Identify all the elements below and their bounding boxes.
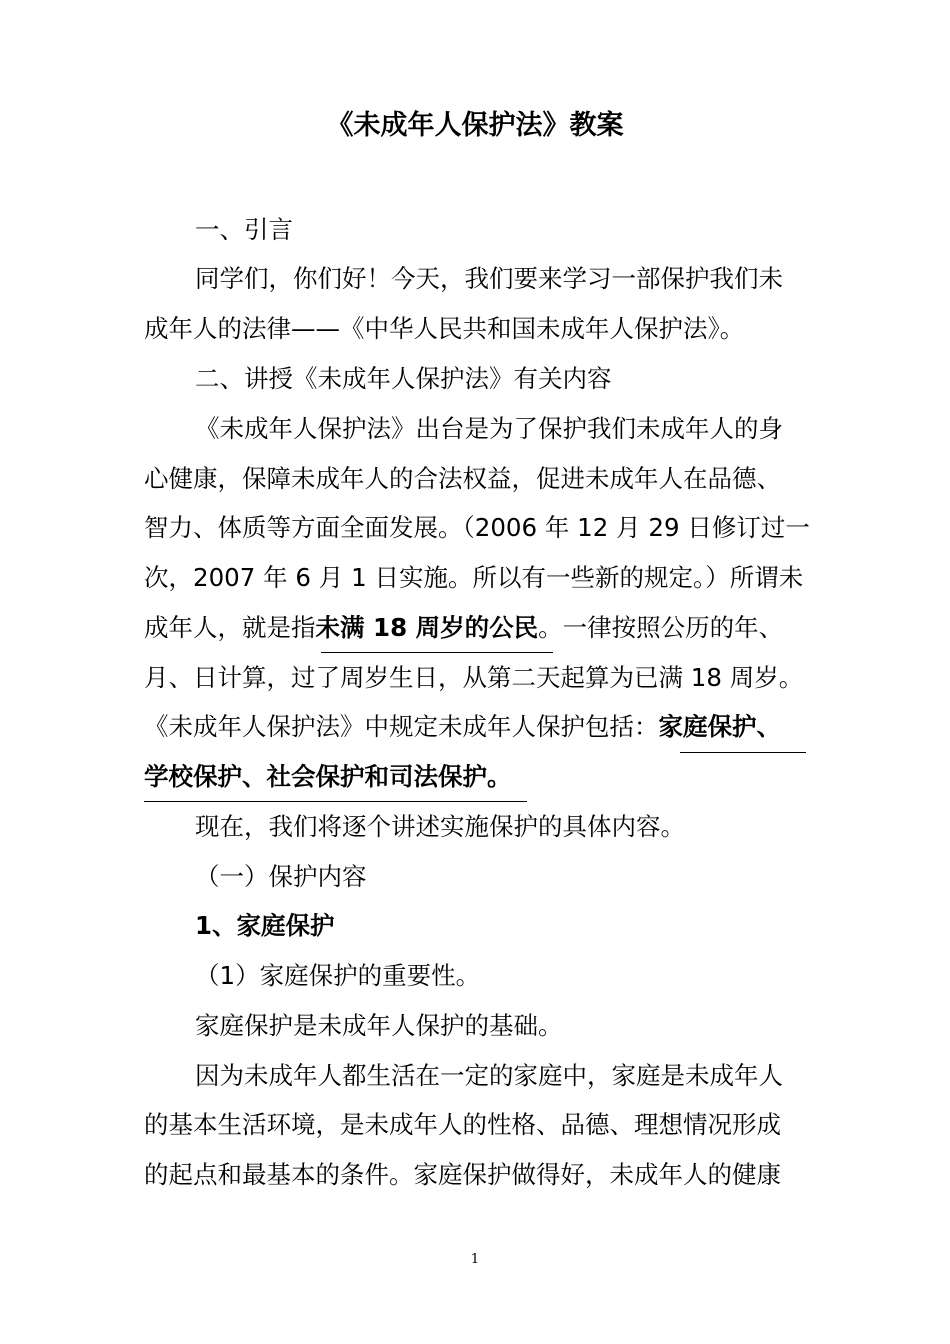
document-title: 《未成年人保护法》教案 <box>326 110 624 141</box>
text-run: 成年人，就是指 <box>144 613 316 642</box>
paragraph-line: 次，2007 年 6 月 1 日实施。所以有一些新的规定。）所谓未 <box>144 563 804 592</box>
paragraph-line: 心健康，保障未成年人的合法权益，促进未成年人在品德、 <box>144 464 781 493</box>
underline <box>321 652 553 653</box>
text-run: 。一律按照公历的年、 <box>538 613 784 642</box>
paragraph-line <box>144 707 810 747</box>
paragraph-line: 家庭保护是未成年人保护的基础。 <box>195 1011 563 1040</box>
paragraph-line: 因为未成年人都生活在一定的家庭中，家庭是未成年人 <box>195 1061 783 1090</box>
paragraph-line: 的起点和最基本的条件。家庭保护做得好，未成年人的健康 <box>144 1160 781 1189</box>
text-run: 《未成年人保护法》中规定未成年人保护包括： <box>144 712 659 741</box>
paragraph-line <box>144 608 810 648</box>
underline <box>680 752 806 753</box>
paragraph-line: 成年人的法律——《中华人民共和国未成年人保护法》。 <box>144 314 745 343</box>
subsection-heading: （一）保护内容 <box>195 862 367 891</box>
emphasis-protection-types: 家庭保护、 <box>658 712 781 741</box>
paragraph-line: 智力、体质等方面全面发展。（2006 年 12 月 29 日修订过一 <box>144 513 810 542</box>
paragraph-line: 《未成年人保护法》出台是为了保护我们未成年人的身 <box>195 414 783 443</box>
subsection-heading-family: 1、家庭保护 <box>195 911 335 940</box>
paragraph-line: 现在，我们将逐个讲述实施保护的具体内容。 <box>195 812 685 841</box>
paragraph-line: 月、日计算，过了周岁生日，从第二天起算为已满 18 周岁。 <box>144 663 804 692</box>
page-number: 1 <box>470 1252 480 1267</box>
item-heading: （1）家庭保护的重要性。 <box>195 961 481 990</box>
paragraph-line: 同学们，你们好！今天，我们要来学习一部保护我们未 <box>195 264 783 293</box>
section-heading-introduction: 一、引言 <box>195 215 293 244</box>
paragraph-line: 的基本生活环境，是未成年人的性格、品德、理想情况形成 <box>144 1110 781 1139</box>
underline <box>144 801 527 802</box>
emphasis-protection-types-cont: 学校保护、社会保护和司法保护。 <box>144 762 512 791</box>
emphasis-minor-definition: 未满 18 周岁的公民 <box>315 613 539 642</box>
section-heading-content: 二、讲授《未成年人保护法》有关内容 <box>195 364 612 393</box>
